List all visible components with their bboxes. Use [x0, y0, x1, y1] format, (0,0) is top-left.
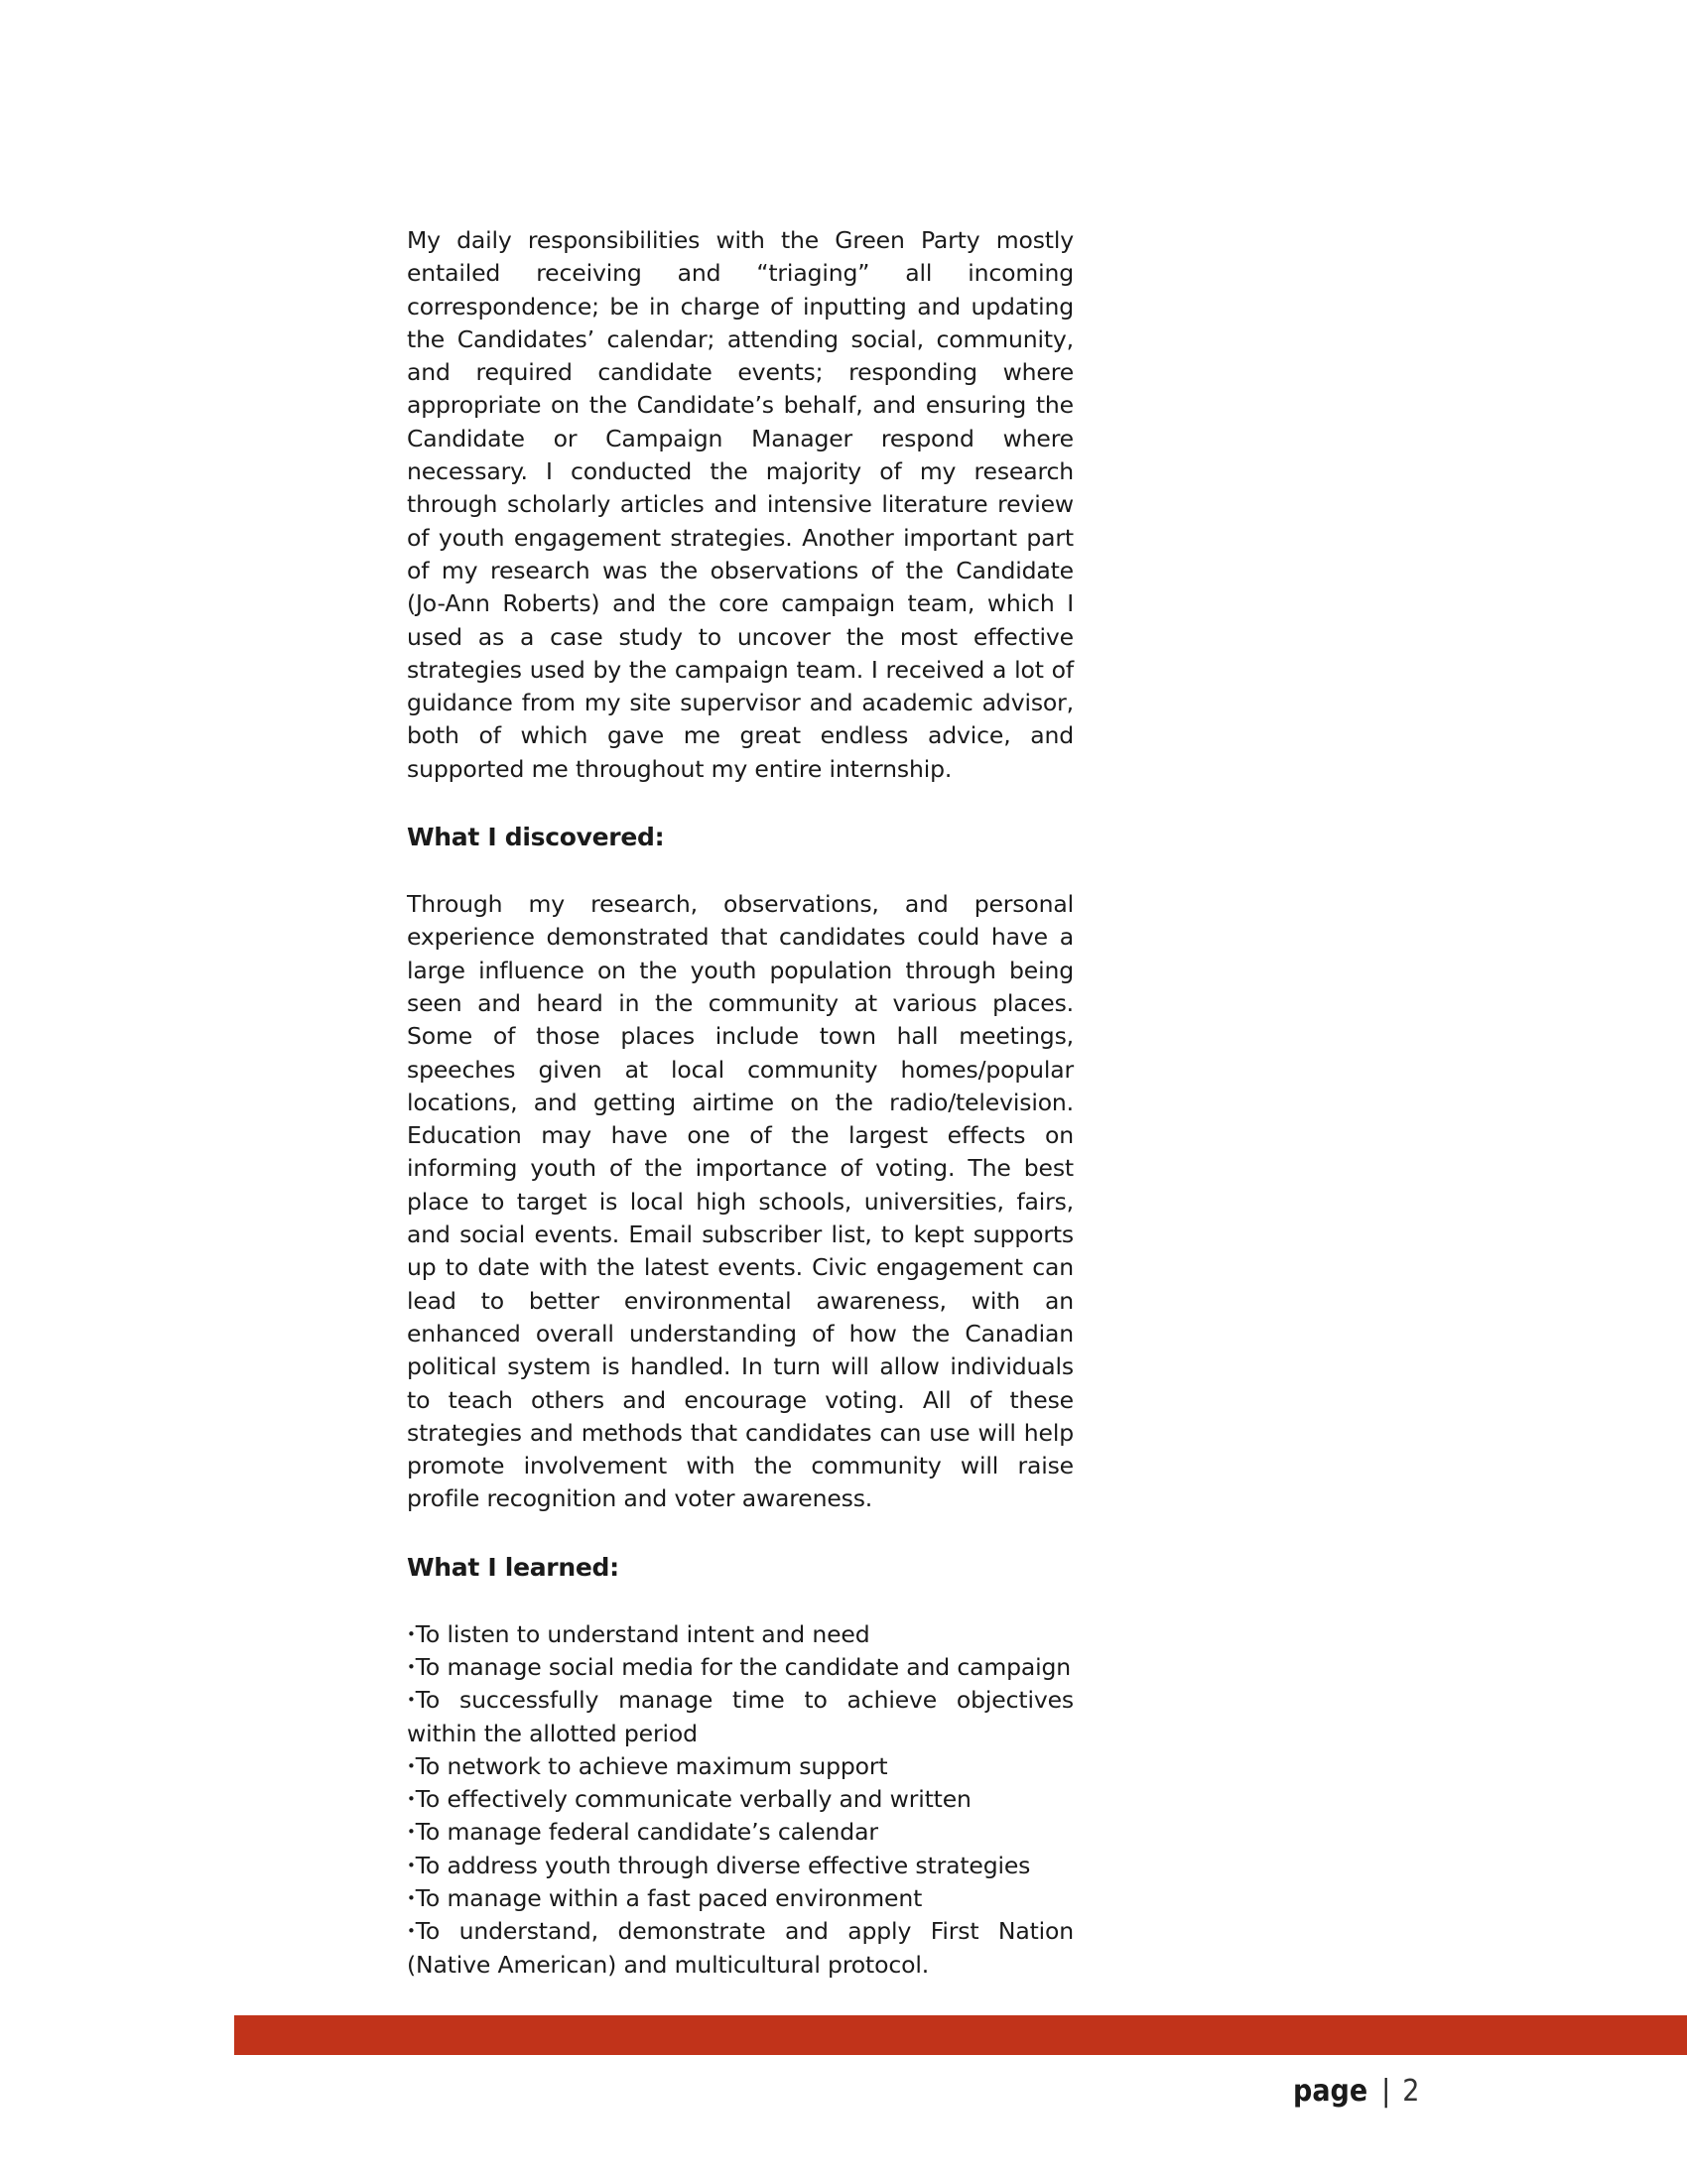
page-label: page	[1293, 2074, 1368, 2109]
list-item	[407, 1684, 1074, 1750]
list-item	[407, 1783, 1074, 1816]
list-item	[407, 1850, 1074, 1882]
bullet-icon: •	[407, 1691, 416, 1710]
bullet-icon: •	[407, 1624, 416, 1643]
list-item	[407, 1882, 1074, 1915]
learned-list	[407, 1618, 1074, 1982]
list-item-text: To address youth through diverse effective strategies	[415, 1851, 1031, 1879]
footer-accent-band	[234, 2015, 1687, 2055]
paragraph-responsibilities: My daily responsibilities with the Green Party mostly entailed receiving and “triaging” all incoming correspondence; be in charge of inputting and updating the Candidates’ calendar; attending social, community, and required candidate events; responding where appropriate on the Candidate’s behalf, and ensuring the Candidate or Campaign Manager respond where necessary. I conducted the majority of my research through scholarly articles and intensive literature review of youth engagement strategies. Another important part of my research was the observations of the Candidate (Jo-Ann Roberts) and the core campaign team, which I used as a case study to uncover the most effective strategies used by the campaign team. I received a lot of guidance from my site supervisor and academic advisor, both of which gave me great endless advice, and supported me throughout my entire internship.	[407, 226, 1074, 783]
bullet-icon: •	[407, 1922, 416, 1941]
list-item	[407, 1618, 1074, 1651]
list-item-text: To manage social media for the candidate and campaign	[415, 1652, 1072, 1681]
bullet-icon: •	[407, 1856, 416, 1874]
heading-what-i-discovered: What I discovered:	[407, 823, 665, 852]
page-separator: |	[1381, 2074, 1391, 2109]
list-item-text: To successfully manage time to achieve objectives within the allotted period	[407, 1686, 1074, 1747]
list-item-text: To manage federal candidate’s calendar	[415, 1818, 878, 1847]
paragraph-discoveries: Through my research, observations, and personal experience demonstrated that candidates could have a large influence on the youth population through being seen and heard in the community at various places. Some of those places include town hall meetings, speeches given at local community homes/popular locations, and getting airtime on the radio/television. Education may have one of the largest effects on informing youth of the importance of voting. The best place to target is local high schools, universities, fairs, and social events. Email subscriber list, to kept supports up to date with the latest events. Civic engagement can lead to better environmental awareness, with an enhanced overall understanding of how the Canadian political system is handled. In turn will allow individuals to teach others and encourage voting. All of these strategies and methods that candidates can use will help promote involvement with the community will raise profile recognition and voter awareness.	[407, 890, 1074, 1513]
list-item	[407, 1651, 1074, 1684]
list-item-text: To listen to understand intent and need	[415, 1619, 870, 1648]
heading-what-i-learned: What I learned:	[407, 1552, 619, 1582]
main-column	[407, 224, 1074, 1982]
bullet-icon: •	[407, 1756, 416, 1775]
bullet-icon: •	[407, 1823, 416, 1842]
list-item	[407, 1915, 1074, 1982]
list-item-text: To manage within a fast paced environment	[415, 1884, 923, 1913]
list-item-text: To effectively communicate verbally and written	[415, 1785, 972, 1814]
page-number	[1293, 2072, 1419, 2112]
page-number-value: 2	[1402, 2074, 1420, 2109]
list-item-text: To understand, demonstrate and apply First Nation (Native American) and multicultural protocol.	[407, 1917, 1074, 1979]
list-item	[407, 1816, 1074, 1849]
bullet-icon: •	[407, 1889, 416, 1908]
bullet-icon: •	[407, 1790, 416, 1809]
list-item	[407, 1750, 1074, 1783]
bullet-icon: •	[407, 1657, 416, 1676]
list-item-text: To network to achieve maximum support	[415, 1751, 888, 1780]
